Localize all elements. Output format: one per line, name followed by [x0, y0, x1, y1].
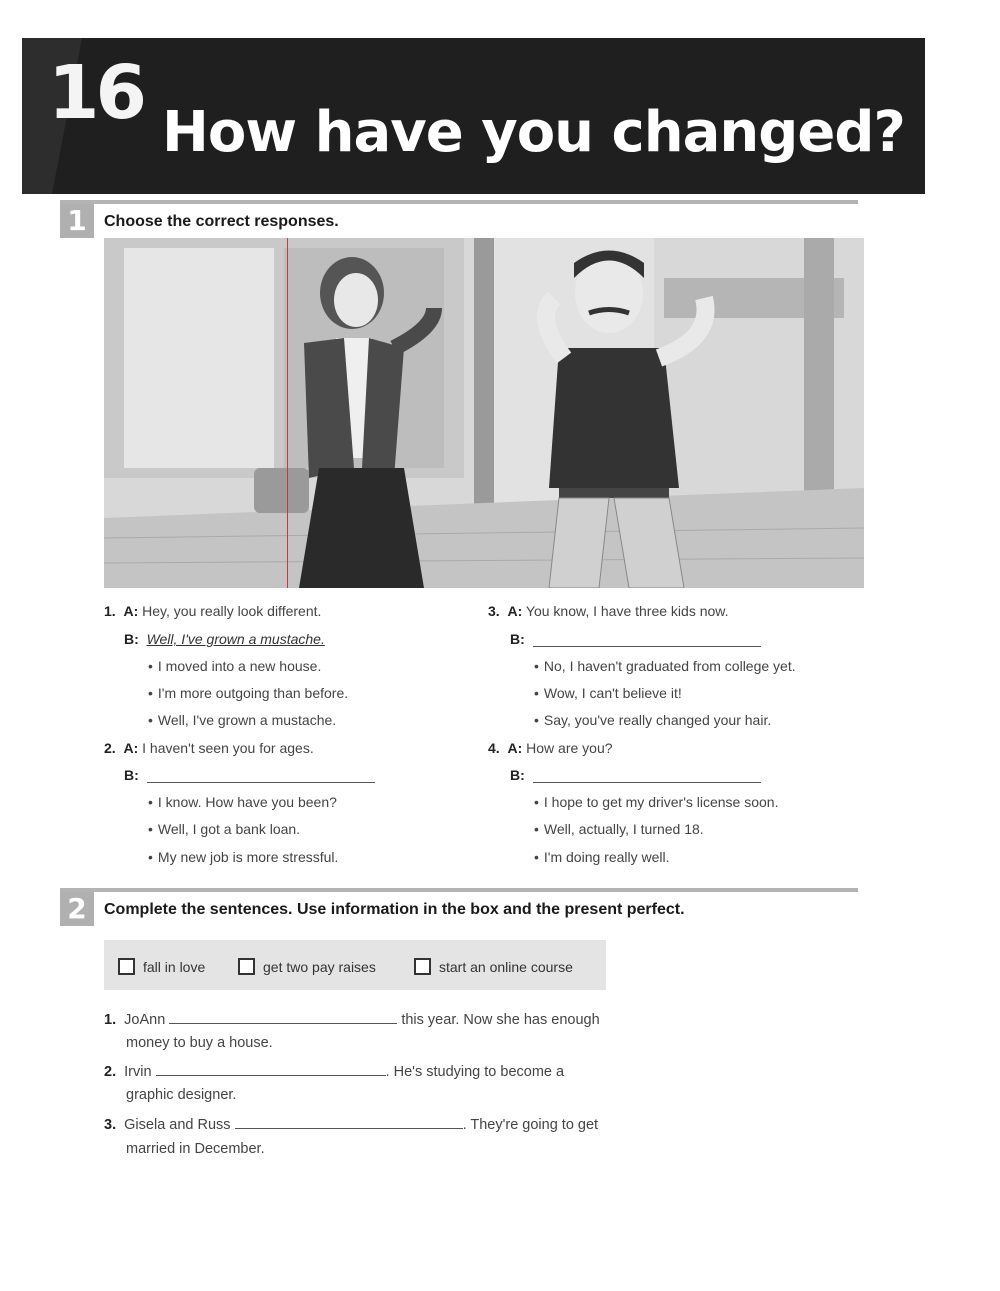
- sentence-1-cont: money to buy a house.: [126, 1035, 273, 1051]
- item-2-response[interactable]: B:: [124, 767, 375, 783]
- word-box: [104, 940, 606, 990]
- sentence-3-cont: married in December.: [126, 1141, 265, 1157]
- item-4-option[interactable]: • I'm doing really well.: [534, 849, 670, 865]
- item-2-option[interactable]: • My new job is more stressful.: [148, 849, 338, 865]
- fold-line: [287, 238, 288, 588]
- checkbox-icon[interactable]: [414, 958, 431, 975]
- item-4-option[interactable]: • Well, actually, I turned 18.: [534, 821, 704, 837]
- checkbox-icon[interactable]: [118, 958, 135, 975]
- item-3-option[interactable]: • No, I haven't graduated from college yet.: [534, 658, 796, 674]
- box-item[interactable]: start an online course: [414, 958, 573, 975]
- item-1-answer: Well, I've grown a mustache.: [146, 631, 325, 647]
- item-3-answer-blank[interactable]: [533, 631, 761, 647]
- section-rule: [60, 200, 858, 204]
- item-2-answer-blank[interactable]: [147, 767, 375, 783]
- two-people-greeting-icon: [104, 238, 864, 588]
- item-4-response[interactable]: B:: [510, 767, 761, 783]
- checkbox-icon[interactable]: [238, 958, 255, 975]
- section-instruction: Complete the sentences. Use information in the box and the present perfect.: [104, 901, 685, 918]
- item-2-option[interactable]: • I know. How have you been?: [148, 794, 337, 810]
- item-4-answer-blank[interactable]: [533, 767, 761, 783]
- item-4-option[interactable]: • I hope to get my driver's license soon.: [534, 794, 778, 810]
- item-1-option[interactable]: • I moved into a new house.: [148, 658, 321, 674]
- item-2-question: 2. A: I haven't seen you for ages.: [104, 740, 314, 756]
- item-3-question: 3. A: You know, I have three kids now.: [488, 603, 729, 619]
- item-2-option[interactable]: • Well, I got a bank loan.: [148, 821, 300, 837]
- box-item[interactable]: get two pay raises: [238, 958, 376, 975]
- section-number-badge: 2: [60, 892, 94, 926]
- section-number-badge: 1: [60, 204, 94, 238]
- box-item[interactable]: fall in love: [118, 958, 205, 975]
- sentence-1: 1. JoAnn this year. Now she has enough: [104, 1012, 600, 1028]
- section-instruction: Choose the correct responses.: [104, 213, 339, 230]
- sentence-2-blank[interactable]: [156, 1062, 386, 1076]
- illustration: [104, 238, 864, 588]
- unit-number: 16: [48, 50, 143, 136]
- item-1-option[interactable]: • Well, I've grown a mustache.: [148, 712, 336, 728]
- sentence-2: 2. Irvin . He's studying to become a: [104, 1064, 565, 1080]
- section-rule: [60, 888, 858, 892]
- item-1-option[interactable]: • I'm more outgoing than before.: [148, 685, 348, 701]
- item-1-response[interactable]: B: Well, I've grown a mustache.: [124, 631, 325, 647]
- item-4-question: 4. A: How are you?: [488, 740, 613, 756]
- sentence-3: 3. Gisela and Russ . They're going to get: [104, 1117, 599, 1133]
- page-title: How have you changed?: [162, 100, 905, 165]
- item-3-option[interactable]: • Wow, I can't believe it!: [534, 685, 682, 701]
- sentence-1-blank[interactable]: [169, 1010, 397, 1024]
- item-3-response[interactable]: B:: [510, 631, 761, 647]
- item-1-question: 1. A: Hey, you really look different.: [104, 603, 322, 619]
- item-3-option[interactable]: • Say, you've really changed your hair.: [534, 712, 771, 728]
- sentence-3-blank[interactable]: [235, 1115, 463, 1129]
- sentence-2-cont: graphic designer.: [126, 1087, 237, 1103]
